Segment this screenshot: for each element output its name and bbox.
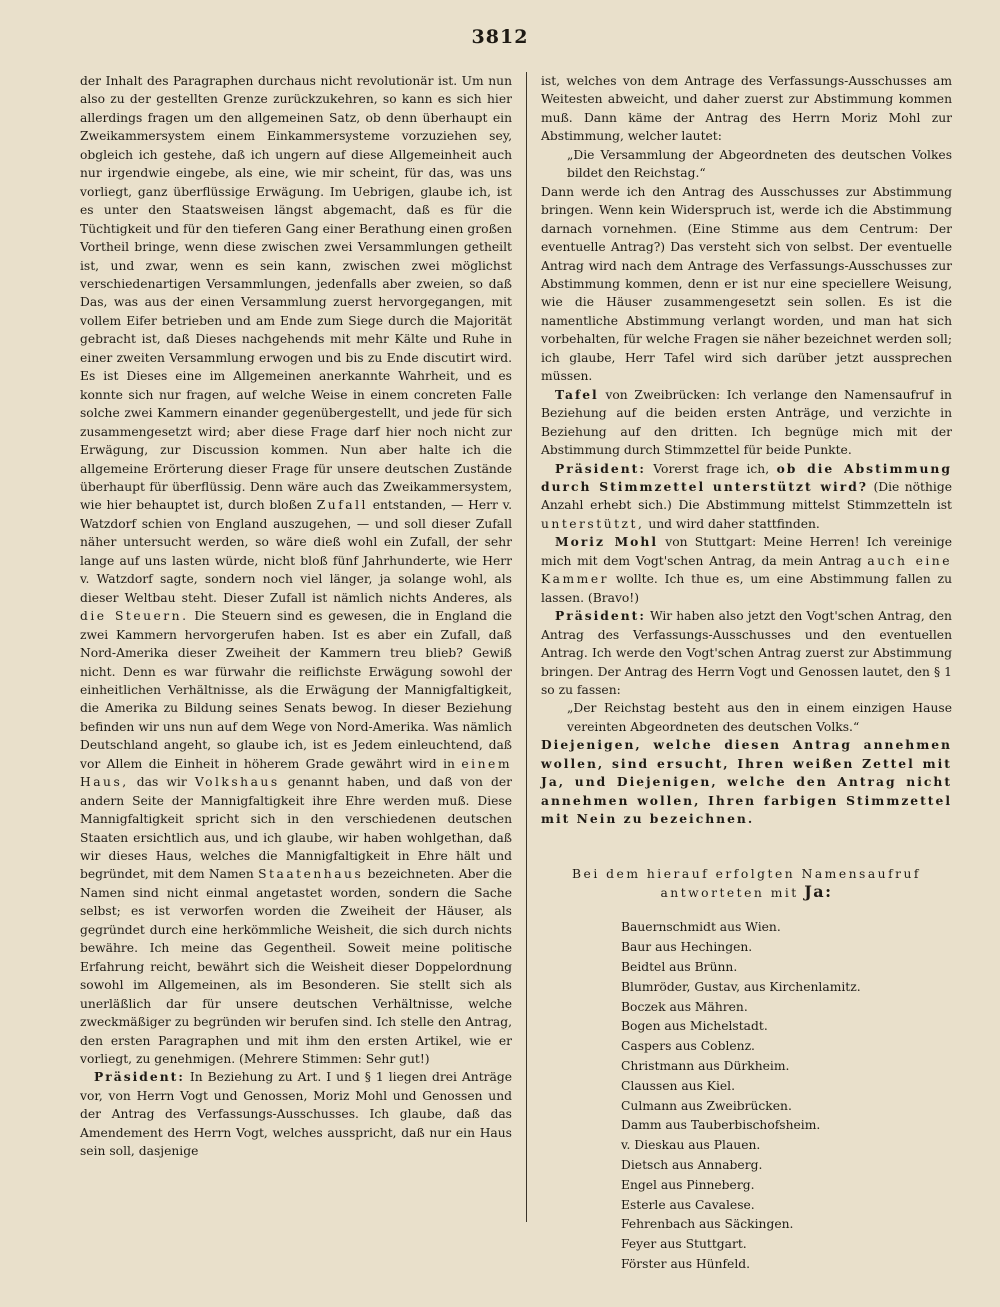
roll-call-heading-line: antworteten mit [660,886,799,901]
emphasis: unterstützt, [541,516,645,531]
paragraph: ist, welches von dem Antrage des Verfassungs-Ausschusses am Weitesten abweicht, und daher zuerst zur Abstimmung kommen muß. Dann käme der Antrag des Herrn Moriz Mohl zur Abstimmung, welcher lautet: [541,74,952,144]
list-item: Fehrenbach aus Säckingen. [621,1217,794,1232]
list-item: Beidtel aus Brünn. [621,960,738,975]
emphasis: die Steuern. [80,609,189,624]
list-item: Culmann aus Zweibrücken. [621,1098,792,1113]
list-item: Boczek aus Mähren. [621,999,748,1014]
list-item: Baur aus Hechingen. [621,940,753,955]
emphasis: ob die Abstimmung durch Stimmzettel unterstützt wird? [541,460,952,494]
name-list [541,918,952,1274]
quote: „Der Reichstag besteht aus den in einem einzigen Hause vereinten Abgeordneten des deutschen Volks.“ [567,701,952,734]
roll-call-heading [541,865,952,903]
speaker-name: Tafel [555,386,599,402]
list-item: Förster aus Hünfeld. [621,1257,751,1272]
list-item: Damm aus Tauberbischofsheim. [621,1118,821,1133]
list-item: Engel aus Pinneberg. [621,1177,755,1192]
column-divider [526,72,527,1222]
list-item: Bauernschmidt aus Wien. [621,920,781,935]
emphasis: Zufall [316,498,368,513]
list-item: Bogen aus Michelstadt. [621,1019,768,1034]
paragraph: Tafel von Zweibrücken: Ich verlange den Namensaufruf in Beziehung auf die beiden ersten Anträge, und verzichte in Beziehung auf den dritten. Ich begnüge mich mit der Abstimmung durch Stimmzettel für beide Punkte. [541,386,952,458]
roll-call-answer: Ja: [804,882,833,902]
paragraph: Präsident: Wir haben also jetzt den Vogt'schen Antrag, den Antrag des Verfassungs-Ausschusses und den eventuellen Antrag. Ich werde den Vogt'schen Antrag zuerst zur Abstimmung bringen. Der Antrag des Herrn Vogt und Genossen lautet, den § 1 so zu fassen: [541,608,952,697]
list-item: Esterle aus Cavalese. [621,1197,755,1212]
emphasis: Volkshaus [194,775,280,790]
left-column [80,72,512,1161]
speaker-name: Moriz Mohl [555,534,658,550]
speaker-name: Präsident: [555,460,646,476]
list-item: Claussen aus Kiel. [621,1078,736,1093]
roll-call-heading-line: Bei dem hierauf erfolgten Namensaufruf [572,866,921,881]
voting-instructions: Diejenigen, welche diesen Antrag annehmen wollen, sind ersucht, Ihren weißen Zettel mit Ja, und Diejenigen, welche den Antrag nicht annehmen wollen, Ihren farbigen Stimmzettel mit Nein zu bezeichnen. [541,737,952,827]
list-item: Caspers aus Coblenz. [621,1039,755,1054]
list-item: Christmann aus Dürkheim. [621,1059,790,1074]
list-item: Feyer aus Stuttgart. [621,1237,747,1252]
emphasis: einem Haus, [80,756,512,790]
list-item: Dietsch aus Annaberg. [621,1158,763,1173]
emphasis: Staatenhaus [258,867,364,882]
paragraph: Präsident: Vorerst frage ich, ob die Abstimmung durch Stimmzettel unterstützt wird? (Die nöthige Anzahl erhebt sich.) Die Abstimmung mittelst Stimmzetteln ist unterstützt, und wird daher stattfinden. [541,460,952,531]
emphasis: auch eine Kammer [541,553,952,587]
paragraph: Präsident: In Beziehung zu Art. I und § 1 liegen drei Anträge vor, von Herrn Vogt und Genossen, Moriz Mohl und Genossen und der Antrag des Verfassungs-Ausschusses. Ich glaube, daß das Amendement des Herrn Vogt, welches ausspricht, daß nur ein Haus sein soll, dasjenige [80,1069,512,1159]
speaker-name: Präsident: [94,1069,185,1085]
list-item: Blumröder, Gustav, aus Kirchenlamitz. [621,979,861,994]
list-item: v. Dieskau aus Plauen. [621,1138,761,1153]
quote: „Die Versammlung der Abgeordneten des deutschen Volkes bildet den Reichstag.“ [567,147,952,181]
paragraph: Dann werde ich den Antrag des Ausschusses zur Abstimmung bringen. Wenn kein Widerspruch ist, werde ich die Abstimmung darnach vornehmen. (Eine Stimme aus dem Centrum: Der eventuelle Antrag?) Das versteht sich von selbst. Der eventuelle Antrag wird nach dem Antrage des Verfassungs-Ausschusses zur Abstimmung kommen, denn er ist nur eine speciellere Weisung, wie die Häuser zusammengesetzt sein sollen. Es ist die namentliche Abstimmung verlangt worden, und man hat sich vorbehalten, für welche Fragen sie näher bezeichnet werden soll; ich glaube, Herr Tafel wird sich darüber jetzt aussprechen müssen. [541,184,952,384]
paragraph: Moriz Mohl von Stuttgart: Meine Herren! Ich vereinige mich mit dem Vogt'schen Antrag, da mein Antrag auch eine Kammer wollte. Ich thue es, um eine Abstimmung fallen zu lassen. (Bravo!) [541,534,952,605]
page-number: 3812 [471,26,529,48]
paragraph: der Inhalt des Paragraphen durchaus nicht revolutionär ist. Um nun also zu der gestellten Grenze zurückzukehren, so kann es sich hier allerdings fragen um den allgemeinen Satz, ob denn überhaupt ein Zweikammersystem einem Einkammersysteme vorzuziehen sey, obgleich ich gestehe, daß ich ungern auf diese Allgemeinheit auch nur irgendwie eingebe, als eine, wie mir scheint, für das, was uns vorliegt, ganz überflüssige Erwägung. Im Uebrigen, glaube ich, ist es unter den Staatsweisen längst abgemacht, daß es für die Tüchtigkeit und für den tieferen Gang einer Berathung einen großen Vortheil bringe, wenn diese zwischen zwei Versammlungen getheilt ist, und zwar, wenn es sein kann, zwischen zwei möglichst verschiedenartigen Versammlungen, jedenfalls aber zweien, so daß Das, was aus der einen Versammlung zuerst hervorgegangen, mit vollem Eifer betrieben und am Ende zum Siege durch die Majorität gebracht ist, daß Dieses nachgehends mit mehr Kälte und Ruhe in einer zweiten Versammlung erwogen und bis zu Ende discutirt wird. Es ist Dieses eine im Allgemeinen anerkannte Wahrheit, und es konnte sich nur fragen, auf welche Weise in einem concreten Falle solche zwei Kammern einander gegenübergestellt, und jede für sich zusammengesetzt wird; aber diese Frage darf hier noch nicht zur Erwägung, zur Discussion kommen. Nun aber halte ich die allgemeine Erörterung dieser Frage für unsere deutschen Zustände überhaupt für überflüssig. Denn wäre auch das Zweikammersystem, wie hier behauptet ist, durch bloßen Zufall entstanden, — Herr v. Watzdorf schien von England auszugehen, — und soll dieser Zufall näher untersucht werden, so wäre dieß wohl ein Zufall, der sehr lange auf uns lasten würde, nicht bloß fünf Jahrhunderte, wie Herr v. Watzdorf sagte, sondern noch viel länger, ja solange wohl, als dieser Weltbau steht. Dieser Zufall ist nämlich nichts Anderes, als die Steuern. Die Steuern sind es gewesen, die in England die zwei Kammern hervorgerufen haben. Ist es aber ein Zufall, daß Nord-Amerika dieser Zweiheit der Kammern treu blieb? Gewiß nicht. Denn es war fürwahr die reiflichste Erwägung sowohl der einheitlichen Verhältnisse, als die Erwägung der Mannigfaltigkeit, die Amerika zu Bildung seines Senats bewog. In dieser Beziehung befinden wir uns nun auf dem Wege von Nord-Amerika. Was nämlich Deutschland angeht, so glaube ich, ist es Jedem einleuchtend, daß vor Allem die Einheit in höherem Grade gewährt wird in einem Haus, das wir Volkshaus genannt haben, und daß von der andern Seite der Mannigfaltigkeit ihre Ehre werden muß. Diese Mannigfaltigkeit spricht sich in den verschiedenen deutschen Staaten ersichtlich aus, und ich glaube, wir haben wohlgethan, daß wir dieses Haus, welches die Mannigfaltigkeit in Ehre hält und begründet, mit dem Namen Staatenhaus bezeichneten. Aber die Namen sind nicht einmal angetastet worden, sondern die Sache selbst; es ist verworfen worden die Zweiheit der Häuser, als gegründet durch eine herkömmliche Weisheit, die sich durch nichts bewähre. Ich meine das Gegentheil. Soweit meine politische Erfahrung reicht, bewährt sich die Weisheit dieser Doppelordnung sowohl im Allgemeinen, als im Besonderen. Sie stellt sich als unerläßlich dar für unsere deutschen Verhältnisse, welche zweckmäßiger zu begründen wir berufen sind. Ich stelle den Antrag, den ersten Paragraphen und mit ihm den ersten Artikel, wie er vorliegt, zu genehmigen. (Mehrere Stimmen: Sehr gut!) [80,74,512,1067]
speaker-name: Präsident: [555,608,646,624]
right-column [541,72,952,1275]
